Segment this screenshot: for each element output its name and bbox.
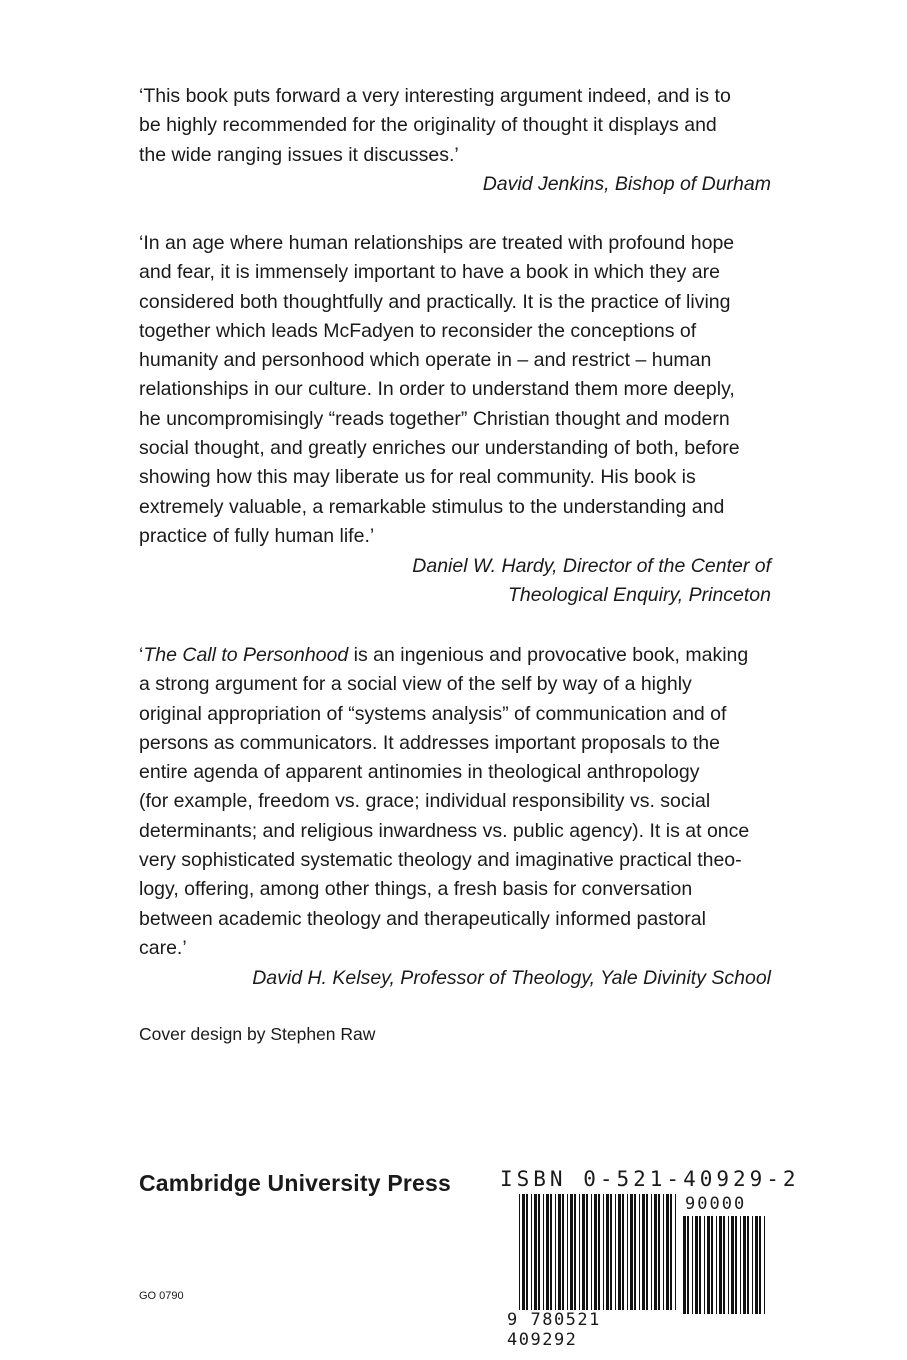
barcode-bar	[543, 1194, 544, 1314]
review-line: determinants; and religious inwardness vs. public agency). It is at once	[139, 819, 750, 842]
barcode-bar	[695, 1216, 698, 1314]
barcode-bar	[550, 1194, 552, 1314]
barcode-bar	[731, 1216, 734, 1314]
barcode-bar	[546, 1194, 549, 1314]
review-line: ‘In an age where human relationships are treated with profound hope	[139, 232, 735, 254]
barcode-bar	[531, 1194, 532, 1314]
attribution-line: Theological Enquiry, Princeton	[507, 584, 771, 607]
barcode-bar	[582, 1194, 585, 1314]
barcode-bar	[687, 1216, 689, 1314]
barcode-bar	[759, 1216, 761, 1314]
barcode-bar	[719, 1216, 722, 1314]
barcode-bar	[683, 1216, 686, 1314]
barcode-bar	[764, 1216, 765, 1314]
barcode-bar	[634, 1194, 636, 1314]
barcode-bar	[663, 1194, 664, 1314]
barcode-bar	[567, 1194, 568, 1314]
review-line: be highly recommended for the originality of thought it displays and	[139, 114, 717, 137]
attribution-line: Daniel W. Hardy, Director of the Center of	[412, 555, 771, 577]
barcode-digits: 9 780521 409292	[507, 1310, 677, 1350]
review-line: (for example, freedom vs. grace; individual responsibility vs. social	[139, 790, 711, 813]
review-2-text	[139, 229, 771, 551]
barcode-bar	[642, 1194, 645, 1314]
barcode-bar	[651, 1194, 652, 1314]
barcode-bar	[570, 1194, 573, 1314]
isbn-number: ISBN 0-521-40929-2	[500, 1167, 800, 1191]
barcode-bar	[610, 1194, 612, 1314]
review-line: and fear, it is immensely important to have a book in which they are	[139, 261, 720, 284]
review-line: very sophisticated systematic theology and imaginative practical theo-	[139, 849, 742, 872]
barcode-bar	[654, 1194, 657, 1314]
barcode-bar	[574, 1194, 576, 1314]
barcode-bar	[562, 1194, 564, 1314]
publisher-name: Cambridge University Press	[139, 1170, 451, 1196]
barcode-bar	[627, 1194, 628, 1314]
product-code: GO 0790	[139, 1290, 184, 1302]
barcode-bar	[615, 1194, 616, 1314]
review-line: together which leads McFadyen to reconsider the conceptions of	[139, 319, 697, 342]
review-3-attribution	[252, 964, 771, 993]
barcode-bar	[522, 1194, 525, 1314]
barcode-bar	[639, 1194, 640, 1314]
barcode-bar	[586, 1194, 588, 1314]
barcode-bar	[630, 1194, 633, 1314]
review-line: a strong argument for a social view of the self by way of a highly	[139, 673, 692, 696]
review-line: care.’	[139, 936, 187, 959]
barcode-bar	[752, 1216, 753, 1314]
barcode-bar	[716, 1216, 717, 1314]
barcode-bar	[735, 1216, 737, 1314]
attribution-line: David H. Kelsey, Professor of Theology, Yale Divinity School	[252, 967, 771, 989]
barcode-bar	[526, 1194, 528, 1314]
review-line: logy, offering, among other things, a fresh basis for conversation	[139, 878, 693, 901]
review-line: relationships in our culture. In order to understand them more deeply,	[139, 378, 735, 401]
barcode-bar	[723, 1216, 725, 1314]
review-line: between academic theology and therapeutically informed pastoral	[139, 907, 706, 930]
review-line: ‘This book puts forward a very interesting argument indeed, and is to	[139, 85, 731, 107]
barcode-bar	[747, 1216, 749, 1314]
barcode-bar	[692, 1216, 693, 1314]
review-line: original appropriation of “systems analysis” of communication and of	[139, 702, 727, 725]
review-line: extremely valuable, a remarkable stimulus to the understanding and	[139, 495, 725, 518]
barcode-bar	[743, 1216, 746, 1314]
barcode-bar	[622, 1194, 624, 1314]
barcode-bar	[618, 1194, 621, 1314]
review-3-text	[139, 641, 771, 963]
price-code: 90000	[685, 1194, 747, 1214]
barcode-bar	[740, 1216, 741, 1314]
barcode-bar	[658, 1194, 660, 1314]
review-line: ‘The Call to Personhood is an ingenious and provocative book, making	[139, 644, 749, 666]
cover-credit: Cover design by Stephen Raw	[139, 1024, 376, 1044]
barcode-bar	[594, 1194, 597, 1314]
review-line: the wide ranging issues it discusses.’	[139, 143, 459, 166]
barcode-bar	[704, 1216, 705, 1314]
barcode-bar	[598, 1194, 600, 1314]
review-2-attribution	[412, 552, 771, 611]
attribution-line: David Jenkins, Bishop of Durham	[482, 173, 771, 195]
barcode-bar	[519, 1194, 520, 1314]
barcode-bar	[707, 1216, 710, 1314]
barcode-bar	[728, 1216, 729, 1314]
barcode-bar	[591, 1194, 592, 1314]
review-line: humanity and personhood which operate in – and restrict – human	[139, 349, 712, 372]
barcode-bar	[755, 1216, 758, 1314]
review-line: considered both thoughtfully and practically. It is the practice of living	[139, 290, 731, 313]
book-title: The Call to Personhood	[143, 644, 349, 666]
review-line: persons as communicators. It addresses important proposals to the	[139, 731, 720, 754]
review-1-text	[139, 82, 771, 170]
barcode-bar	[711, 1216, 713, 1314]
barcode-bar	[606, 1194, 609, 1314]
barcode-bar	[579, 1194, 580, 1314]
barcode	[507, 1190, 773, 1350]
review-line: social thought, and greatly enriches our understanding of both, before	[139, 437, 740, 460]
barcode-bar	[675, 1194, 676, 1314]
review-line: showing how this may liberate us for real community. His book is	[139, 466, 696, 489]
barcode-bar	[538, 1194, 540, 1314]
review-line: entire agenda of apparent antinomies in theological anthropology	[139, 761, 700, 784]
barcode-bar	[646, 1194, 648, 1314]
review-line: he uncompromisingly “reads together” Christian thought and modern	[139, 407, 730, 430]
barcode-bar	[534, 1194, 537, 1314]
barcode-bar	[670, 1194, 672, 1314]
barcode-bar	[666, 1194, 669, 1314]
review-line: practice of fully human life.’	[139, 524, 375, 547]
barcode-bar	[699, 1216, 701, 1314]
review-1-attribution	[483, 170, 771, 199]
barcode-bar	[555, 1194, 556, 1314]
barcode-bar	[558, 1194, 561, 1314]
barcode-bar	[603, 1194, 604, 1314]
